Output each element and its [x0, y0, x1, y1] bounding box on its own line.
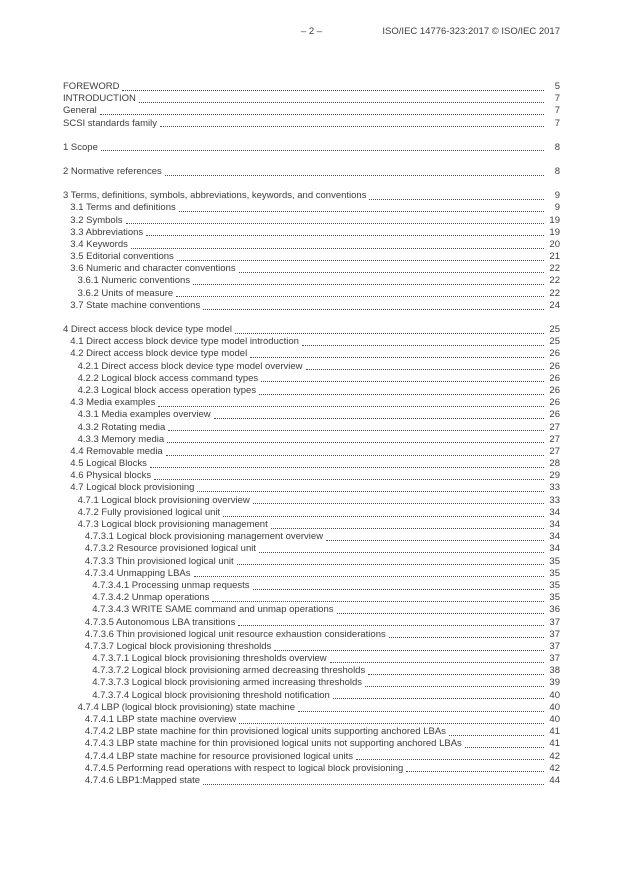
toc-entry-page: 22: [549, 275, 560, 287]
toc-entry: [63, 348, 560, 360]
toc-group: [63, 166, 560, 178]
toc-entry: [63, 458, 560, 470]
toc-entry-title: 4.7.4.3 LBP state machine for thin provisioned logical units not supporting anchored LBAs: [84, 738, 462, 750]
toc-entry: [63, 568, 560, 580]
toc-group: [63, 324, 560, 787]
dot-leader: [212, 601, 544, 602]
toc-entry-title: 2 Normative references: [63, 165, 162, 177]
toc-entry-page: 40: [549, 701, 560, 713]
toc-entry: [63, 336, 560, 348]
toc-entry-title: 4.7.4.5 Performing read operations with respect to logical block provisioning: [84, 762, 404, 774]
toc-entry-page: 27: [549, 421, 560, 433]
toc-entry-title: 4.7 Logical block provisioning: [70, 482, 195, 494]
toc-entry: [63, 763, 560, 775]
toc-group: [63, 81, 560, 130]
toc-group: [63, 190, 560, 312]
dot-leader: [271, 528, 544, 529]
toc-entry-page: 25: [549, 336, 560, 348]
toc-entry: [63, 556, 560, 568]
dot-leader: [302, 345, 544, 346]
dot-leader: [406, 771, 544, 772]
toc-entry: [63, 239, 560, 251]
toc-entry-page: 42: [549, 750, 560, 762]
toc-entry: [63, 751, 560, 763]
toc-entry-title: SCSI standards family: [63, 117, 157, 129]
toc-entry-page: 37: [549, 653, 560, 665]
toc-entry: [63, 714, 560, 726]
dot-leader: [237, 564, 544, 565]
document-reference: ISO/IEC 14776-323:2017 © ISO/IEC 2017: [382, 26, 560, 37]
toc-entry-title: FOREWORD: [63, 81, 120, 92]
toc-entry-title: 4.7.3.7.1 Logical block provisioning thresholds overview: [92, 653, 327, 665]
dot-leader: [330, 662, 544, 663]
toc-entry-page: 24: [549, 299, 560, 311]
toc-entry-page: 42: [549, 762, 560, 774]
toc-entry-title: 4.7.3.2 Resource provisioned logical unit: [84, 543, 256, 555]
toc-entry: [63, 422, 560, 434]
toc-entry-title: 4.1 Direct access block device type model introduction: [70, 336, 299, 348]
toc-entry-title: 4.7.3.7.2 Logical block provisioning armed decreasing thresholds: [92, 665, 366, 677]
dot-leader: [259, 394, 544, 395]
toc-entry-page: 19: [549, 214, 560, 226]
toc-entry: [63, 629, 560, 641]
toc-entry-page: 35: [549, 555, 560, 567]
toc-entry-page: 9: [554, 202, 560, 214]
toc-entry-title: 4.7.4.2 LBP state machine for thin provisioned logical units supporting anchored LBAs: [84, 726, 446, 738]
dot-leader: [166, 455, 544, 456]
toc-entry-title: 3.7 State machine conventions: [70, 299, 201, 311]
toc-entry-page: 7: [554, 93, 560, 105]
toc-entry: [63, 385, 560, 397]
dot-leader: [176, 296, 544, 297]
dot-leader: [337, 613, 544, 614]
toc-entry-page: 8: [554, 165, 560, 177]
dot-leader: [168, 430, 544, 431]
toc-entry-page: 41: [549, 738, 560, 750]
toc-entry: [63, 641, 560, 653]
toc-entry-page: 27: [549, 445, 560, 457]
toc-entry-page: 27: [549, 433, 560, 445]
toc-entry-title: 4.2.3 Logical block access operation types: [77, 384, 257, 396]
dot-leader: [214, 418, 544, 419]
toc-entry: [63, 738, 560, 750]
dot-leader: [131, 248, 544, 249]
toc-entry: [63, 215, 560, 227]
dot-leader: [274, 650, 544, 651]
toc-entry: [63, 202, 560, 214]
toc-entry: [63, 190, 560, 202]
toc-entry-page: 26: [549, 372, 560, 384]
toc-entry: [63, 446, 560, 458]
toc-entry: [63, 105, 560, 117]
dot-leader: [160, 126, 544, 127]
toc-entry-title: 4.7.4.4 LBP state machine for resource provisioned logical units: [84, 750, 353, 762]
toc-entry-page: 20: [549, 238, 560, 250]
dot-leader: [389, 637, 544, 638]
toc-entry: [63, 166, 560, 178]
toc-entry: [63, 519, 560, 531]
toc-entry-page: 37: [549, 628, 560, 640]
toc-entry: [63, 263, 560, 275]
dot-leader: [167, 442, 544, 443]
toc-entry-title: 4.7.3.7.4 Logical block provisioning threshold notification: [92, 689, 330, 701]
toc-entry-page: 37: [549, 616, 560, 628]
toc-entry: [63, 702, 560, 714]
table-of-contents: [63, 81, 560, 787]
toc-entry-title: 4.7.3.4.1 Processing unmap requests: [92, 579, 250, 591]
toc-entry-title: 3.5 Editorial conventions: [70, 251, 174, 263]
toc-entry-title: 4.4 Removable media: [70, 445, 163, 457]
dot-leader: [259, 552, 544, 553]
dot-leader: [306, 369, 544, 370]
toc-entry: [63, 507, 560, 519]
toc-entry-title: 4.3.3 Memory media: [77, 433, 165, 445]
dot-leader: [154, 479, 544, 480]
dot-leader: [146, 235, 544, 236]
dot-leader: [223, 516, 544, 517]
dot-leader: [253, 503, 544, 504]
toc-entry: [63, 118, 560, 130]
dot-leader: [465, 747, 544, 748]
toc-entry-page: 26: [549, 409, 560, 421]
dot-leader: [179, 211, 544, 212]
toc-entry-title: 4.7.3.5 Autonomous LBA transitions: [84, 616, 236, 628]
dot-leader: [239, 723, 544, 724]
dot-leader: [369, 199, 544, 200]
toc-entry-title: 3.6.2 Units of measure: [77, 287, 174, 299]
toc-entry: [63, 251, 560, 263]
toc-entry-page: 7: [554, 117, 560, 129]
dot-leader: [365, 686, 544, 687]
toc-entry: [63, 434, 560, 446]
toc-entry-title: 4.6 Physical blocks: [70, 470, 152, 482]
toc-entry: [63, 397, 560, 409]
toc-entry-page: 35: [549, 579, 560, 591]
toc-entry-page: 36: [549, 604, 560, 616]
toc-entry-title: INTRODUCTION: [63, 93, 136, 105]
toc-entry-page: 22: [549, 287, 560, 299]
toc-entry-page: 26: [549, 348, 560, 360]
toc-entry-title: 4.3.1 Media examples overview: [77, 409, 211, 421]
toc-entry-page: 35: [549, 567, 560, 579]
dot-leader: [139, 102, 544, 103]
toc-entry-title: 4.5 Logical Blocks: [70, 458, 147, 470]
toc-entry-title: 4 Direct access block device type model: [63, 324, 232, 335]
toc-entry: [63, 288, 560, 300]
toc-entry-title: 4.7.2 Fully provisioned logical unit: [77, 506, 221, 518]
toc-entry-page: 38: [549, 665, 560, 677]
toc-entry: [63, 690, 560, 702]
toc-entry: [63, 495, 560, 507]
toc-entry-title: General: [63, 105, 97, 117]
toc-entry-title: 4.7.3 Logical block provisioning management: [77, 519, 268, 530]
toc-entry: [63, 324, 560, 336]
toc-entry: [63, 93, 560, 105]
toc-entry-title: 4.3.2 Rotating media: [77, 421, 166, 433]
dot-leader: [122, 90, 544, 91]
toc-entry-title: 4.7.3.3 Thin provisioned logical unit: [84, 555, 234, 567]
toc-entry-title: 4.7.3.1 Logical block provisioning management overview: [84, 531, 324, 543]
dot-leader: [239, 272, 544, 273]
dot-leader: [368, 674, 544, 675]
toc-entry-title: 4.7.4.1 LBP state machine overview: [84, 714, 237, 725]
toc-entry-title: 4.7.3.4.2 Unmap operations: [92, 592, 210, 604]
toc-entry-page: 34: [549, 519, 560, 530]
toc-entry: [63, 142, 560, 154]
toc-entry-title: 4.2.1 Direct access block device type model overview: [77, 360, 303, 372]
toc-entry-page: 26: [549, 384, 560, 396]
toc-entry: [63, 81, 560, 93]
dot-leader: [356, 759, 544, 760]
dot-leader: [203, 309, 544, 310]
dot-leader: [298, 711, 544, 712]
toc-entry-title: 3.4 Keywords: [70, 238, 128, 250]
toc-entry-title: 4.7.4 LBP (logical block provisioning) state machine: [77, 701, 295, 713]
toc-entry-page: 7: [554, 105, 560, 117]
dot-leader: [193, 284, 544, 285]
dot-leader: [203, 784, 544, 785]
dot-leader: [194, 576, 544, 577]
toc-entry: [63, 373, 560, 385]
toc-group: [63, 142, 560, 154]
toc-entry-title: 3.6 Numeric and character conventions: [70, 263, 236, 275]
toc-entry-title: 4.7.3.4.3 WRITE SAME command and unmap operations: [92, 604, 334, 616]
toc-entry: [63, 580, 560, 592]
toc-entry-title: 4.7.3.7.3 Logical block provisioning armed increasing thresholds: [92, 677, 363, 689]
dot-leader: [126, 223, 544, 224]
toc-entry-page: 35: [549, 592, 560, 604]
dot-leader: [197, 491, 544, 492]
toc-entry-page: 40: [549, 689, 560, 701]
toc-entry-title: 3.2 Symbols: [70, 214, 123, 226]
dot-leader: [326, 540, 544, 541]
dot-leader: [261, 381, 544, 382]
toc-entry: [63, 275, 560, 287]
toc-entry-title: 4.2 Direct access block device type model: [70, 348, 248, 360]
toc-entry-title: 1 Scope: [63, 141, 98, 153]
toc-entry-page: 8: [554, 141, 560, 153]
toc-entry-page: 5: [554, 81, 560, 92]
toc-entry: [63, 227, 560, 239]
toc-entry: [63, 592, 560, 604]
toc-entry: [63, 604, 560, 616]
dot-leader: [177, 260, 544, 261]
toc-entry-page: 34: [549, 531, 560, 543]
toc-entry: [63, 543, 560, 555]
toc-entry: [63, 409, 560, 421]
toc-entry: [63, 665, 560, 677]
toc-entry: [63, 531, 560, 543]
toc-entry-page: 37: [549, 640, 560, 652]
toc-entry-page: 29: [549, 470, 560, 482]
dot-leader: [158, 406, 544, 407]
toc-entry-page: 25: [549, 324, 560, 335]
toc-entry: [63, 617, 560, 629]
toc-entry-title: 3.1 Terms and definitions: [70, 202, 176, 214]
toc-entry-page: 9: [554, 190, 560, 202]
dot-leader: [250, 357, 544, 358]
dot-leader: [449, 735, 544, 736]
dot-leader: [235, 333, 544, 334]
toc-entry-title: 4.7.4.6 LBP1:Mapped state: [84, 774, 201, 786]
toc-entry-page: 34: [549, 543, 560, 555]
toc-entry: [63, 470, 560, 482]
toc-entry: [63, 775, 560, 787]
page-header: [63, 26, 560, 39]
toc-entry: [63, 482, 560, 494]
page-number: – 2 –: [300, 26, 323, 37]
toc-entry-title: 4.3 Media examples: [70, 397, 156, 409]
toc-entry: [63, 361, 560, 373]
toc-entry-title: 4.7.3.6 Thin provisioned logical unit resource exhaustion considerations: [84, 628, 386, 640]
dot-leader: [238, 625, 544, 626]
toc-entry: [63, 677, 560, 689]
dot-leader: [253, 589, 544, 590]
toc-entry-page: 26: [549, 397, 560, 409]
dot-leader: [165, 175, 544, 176]
toc-entry: [63, 653, 560, 665]
toc-entry-title: 3 Terms, definitions, symbols, abbreviations, keywords, and conventions: [63, 190, 367, 202]
toc-entry-page: 33: [549, 482, 560, 494]
toc-entry-page: 40: [549, 714, 560, 725]
toc-entry: [63, 300, 560, 312]
toc-entry-title: 4.7.1 Logical block provisioning overview: [77, 494, 250, 506]
toc-entry-page: 19: [549, 226, 560, 238]
dot-leader: [150, 467, 544, 468]
toc-entry-page: 22: [549, 263, 560, 275]
toc-entry-page: 21: [549, 251, 560, 263]
toc-entry-page: 28: [549, 458, 560, 470]
toc-entry: [63, 726, 560, 738]
toc-entry-page: 41: [549, 726, 560, 738]
dot-leader: [333, 698, 544, 699]
toc-entry-page: 34: [549, 506, 560, 518]
toc-entry-page: 33: [549, 494, 560, 506]
toc-entry-page: 39: [549, 677, 560, 689]
dot-leader: [100, 114, 544, 115]
toc-entry-page: 44: [549, 774, 560, 786]
dot-leader: [101, 150, 544, 151]
toc-entry-title: 4.2.2 Logical block access command types: [77, 372, 259, 384]
toc-entry-page: 26: [549, 360, 560, 372]
toc-entry-title: 4.7.3.7 Logical block provisioning thresholds: [84, 640, 272, 652]
toc-entry-title: 4.7.3.4 Unmapping LBAs: [84, 567, 191, 579]
toc-entry-title: 3.6.1 Numeric conventions: [77, 275, 191, 287]
toc-entry-title: 3.3 Abbreviations: [70, 226, 144, 238]
